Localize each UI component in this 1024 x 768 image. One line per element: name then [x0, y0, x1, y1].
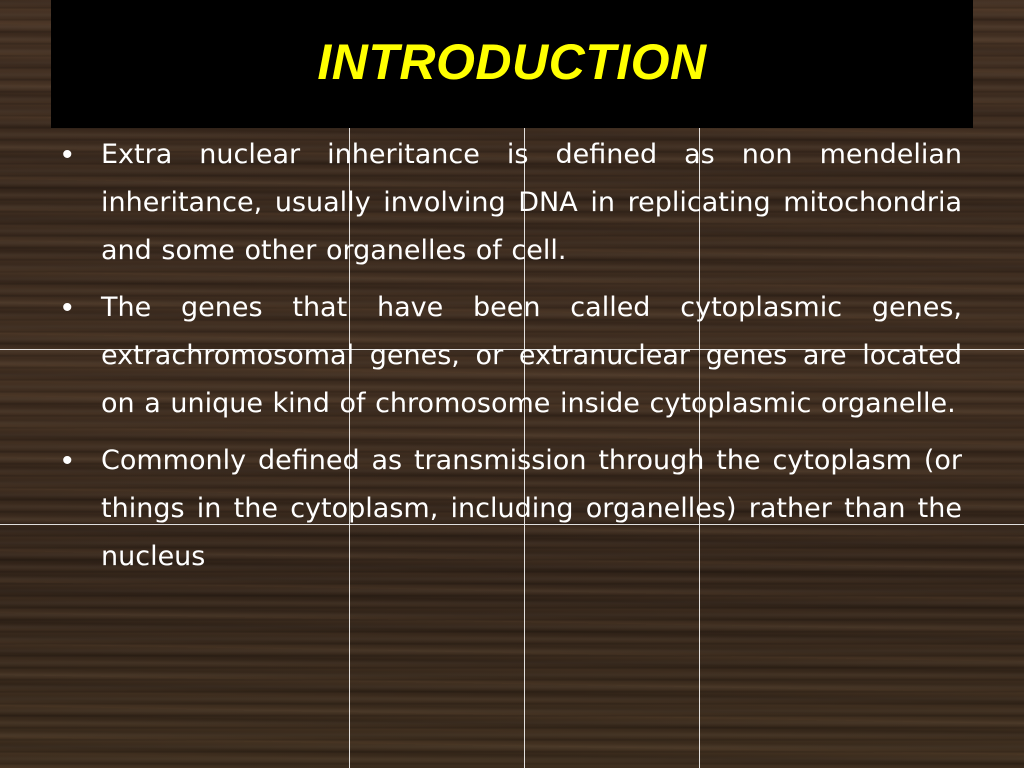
slide-title: INTRODUCTION [317, 34, 707, 90]
bullet-text: The genes that have been called cytoplasmic genes, extrachromosomal genes, or extranuclear genes are located on a unique kind of chromosome inside cytoplasmic organelle. [101, 292, 962, 419]
bullet-item [62, 131, 962, 275]
bullet-item [62, 437, 962, 581]
bullet-text: Commonly defined as transmission through the cytoplasm (or things in the cytoplasm, including organelles) rather than the nucleus [101, 445, 962, 572]
bullet-icon: • [62, 444, 73, 477]
bullet-icon: • [62, 291, 73, 324]
title-bar [51, 0, 973, 128]
bullet-text: Extra nuclear inheritance is defined as non mendelian inheritance, usually involving DNA in replicating mitochondria and some other organelles of cell. [101, 139, 962, 266]
bullet-item [62, 284, 962, 428]
bullet-icon: • [62, 138, 73, 171]
bullet-list [62, 131, 962, 590]
